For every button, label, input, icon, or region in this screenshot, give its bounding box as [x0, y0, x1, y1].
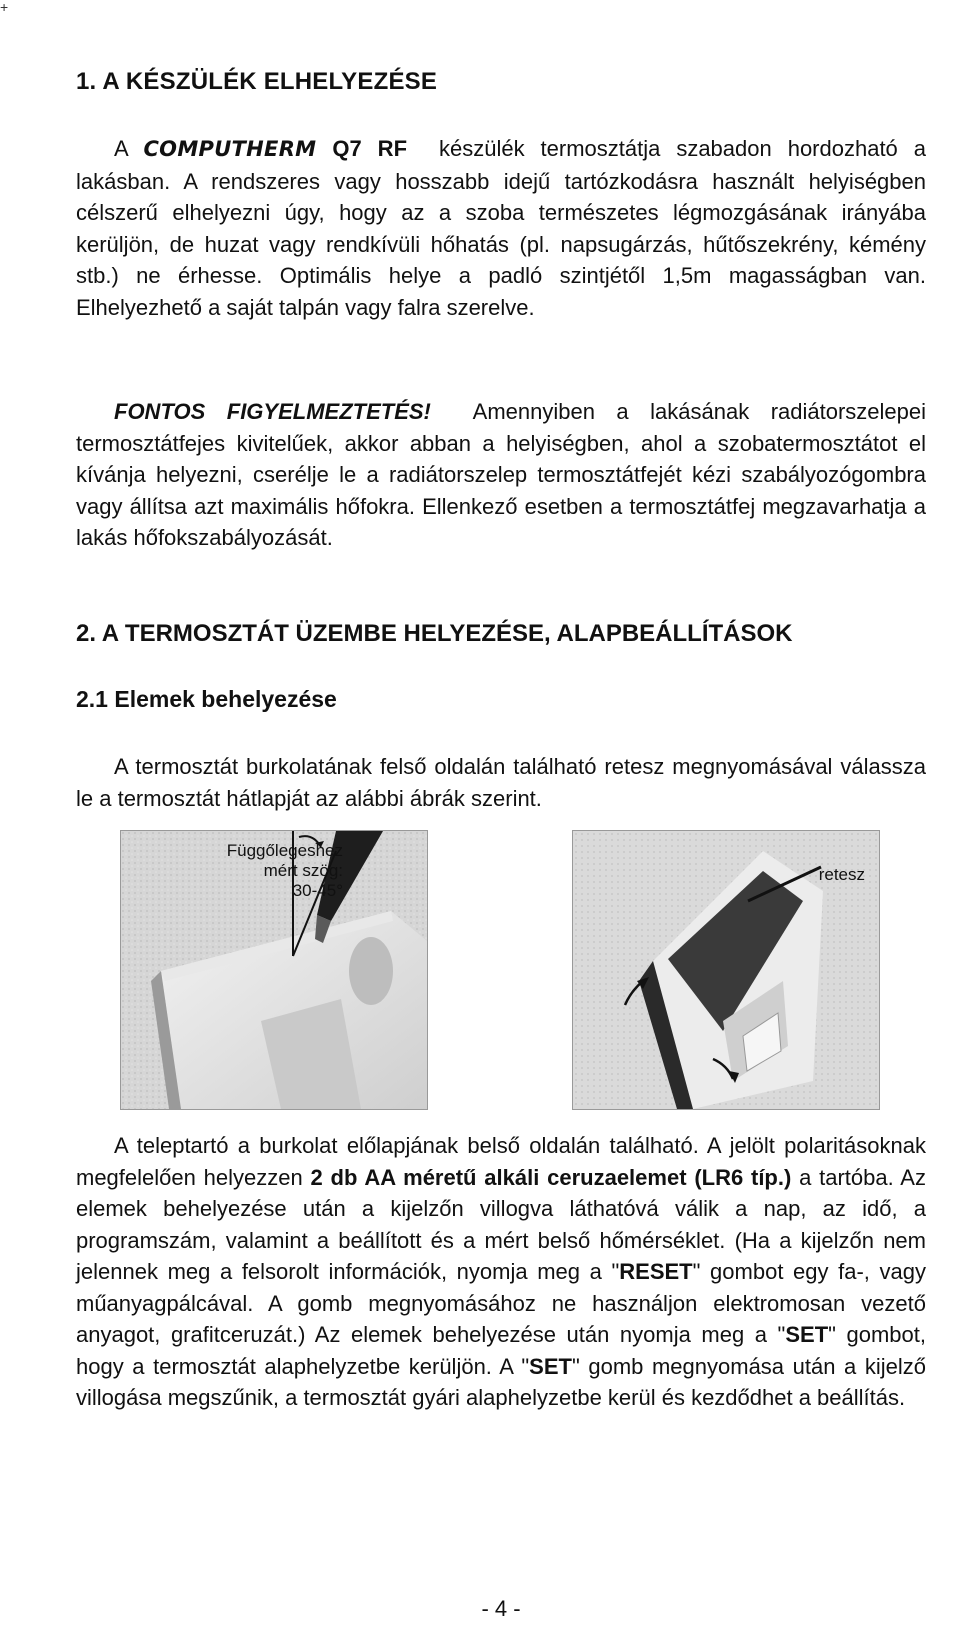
- section-1-heading: 1. A KÉSZÜLÉK ELHELYEZÉSE: [76, 68, 438, 95]
- battery-paragraph: A teleptartó a burkolat előlapjának belső oldalán található. A jelölt polaritásoknak megfelelően helyezzen 2 db AA méretű alkáli ceruzaelemet (LR6 típ.) a tartóba. Az elemek behelyezése után a kijelzőn villogva láthatóvá válik a nap, az idő, a programszám, valamint a beállított és a mért belső hőmérséklet. (Ha a kijelzőn nem jelennek meg a felsorolt információk, nyomja meg a "RESET" gombot egy fa-, vagy műanyagpálcával. A gomb megnyomásához ne használjon elektromosan vezető anyagot, grafitceruzát.) Az elemek behelyezése után nyomja meg a "SET" gombot, hogy a termosztát alaphelyzetbe kerüljön. A "SET" gomb megnyomása után a kijelző villogása megszűnik, a termosztát gyári alaphelyzetbe kerül és kezdődhet a beállítás.: [76, 1133, 926, 1410]
- remove-text: A termosztát burkolatának felső oldalán található retesz megnyomásával válassza le a termosztát hátlapját az alábbi ábrák szerint.: [76, 754, 926, 811]
- set-button-ref: SET: [785, 1322, 829, 1347]
- corner-crop-mark: +: [0, 0, 9, 15]
- warning-paragraph: [76, 396, 926, 554]
- figures-row: [76, 830, 926, 1115]
- reset-button-ref: RESET: [619, 1259, 693, 1284]
- model-name: Q7 RF: [332, 136, 408, 161]
- set-button-ref-2: SET: [529, 1353, 572, 1379]
- section-2-1-heading: 2.1 Elemek behelyezése: [76, 686, 337, 712]
- placement-text: készülék termosztátja szabadon hordozható a lakásban. A rendszeres vagy hosszabb idejű tartózkodásra használt helyiségben célszerű elhelyezni úgy, hogy az a szoba természetes légmozgásának irányába kerüljön, de huzat vagy rendkívüli hőhatás (pl. napsugárzás, hűtőszekrény, kémény stb.) ne érhesse. Optimális helye a padló szintjétől 1,5m magasságban van. Elhelyezhető a saját talpán vagy falra szerelve.: [76, 136, 926, 320]
- angle-label: Függőlegeshez mért szög: 30-45°: [226, 841, 343, 900]
- warning-text: Amennyiben a lakásának radiátorszelepei termosztátfejes kivitelűek, akkor abban a helyiségben, ahol a szobatermosztátot el kívánja helyezni, cserélje le a radiátorszelep termosztátfejét kézi szabályozógombra vagy állítsa azt maximális hőfokra. Ellenkező esetben a termosztátfej megzavarhatja a lakás hőfokszabályozását.: [76, 399, 927, 550]
- page-number: - 4 -: [481, 1596, 521, 1621]
- brand-name: COMPUTHERM: [143, 137, 317, 161]
- para-prefix: A: [114, 136, 128, 161]
- battery-type: 2 db AA méretű alkáli ceruzaelemet (LR6 típ.): [310, 1164, 792, 1190]
- placement-paragraph: [76, 133, 926, 323]
- remove-backplate-paragraph: [76, 751, 926, 814]
- warning-title: FONTOS FIGYELMEZTETÉS!: [114, 399, 431, 424]
- figure-latch: [572, 830, 880, 1110]
- latch-label: retesz: [818, 865, 865, 884]
- section-2-heading: 2. A TERMOSZTÁT ÜZEMBE HELYEZÉSE, ALAPBEÁLLÍTÁSOK: [76, 620, 793, 647]
- figure-screwdriver-angle: [120, 830, 428, 1110]
